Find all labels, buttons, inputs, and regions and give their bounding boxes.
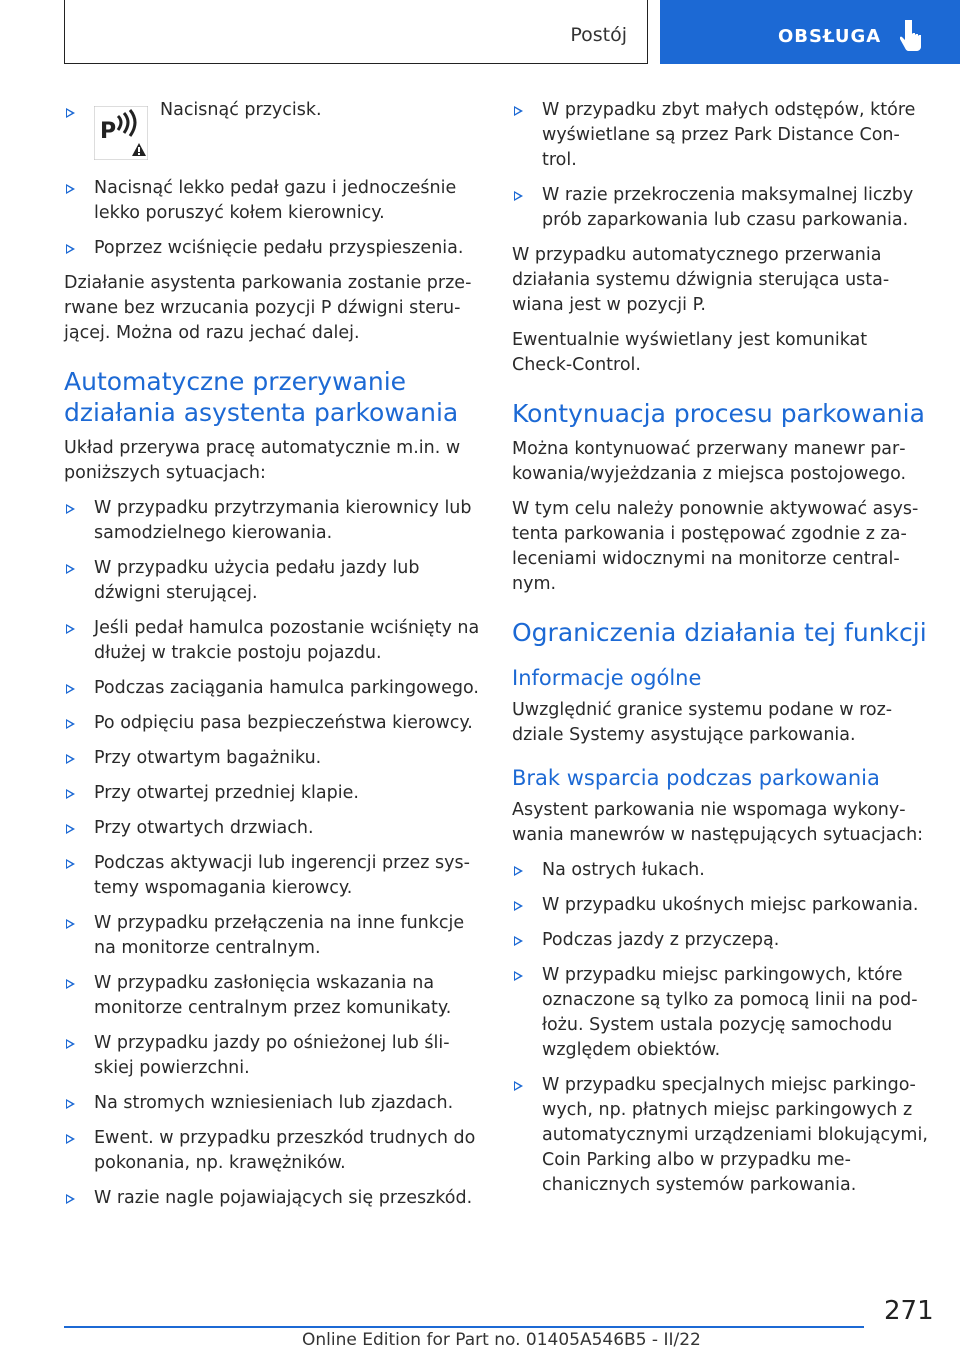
footer-divider — [64, 1326, 864, 1328]
triangle-right-icon — [66, 684, 75, 694]
list-item: W przypadku przytrzymania kierownicy lub samodzielnego kierowania. — [64, 496, 480, 546]
list-item: W przypadku przełączenia na inne funkcje na monitorze centralnym. — [64, 911, 480, 961]
paragraph: Uwzględnić granice systemu podane w rozdziale Systemy asystujące parkowania. — [512, 700, 893, 745]
list-item: Jeśli pedał hamulca pozostanie wciśnięty na dłużej w trakcie postoju pojazdu. — [64, 616, 480, 666]
paragraph: W tym celu należy ponownie aktywować asystenta parkowania i postępować zgodnie z zaleceniami widocznymi na monitorze centralnym. — [512, 499, 919, 594]
list-item — [64, 98, 480, 164]
list-item: Podczas zaciągania hamulca parkingowego. — [64, 676, 480, 701]
triangle-right-icon — [66, 979, 75, 989]
list-item: Na ostrych łukach. — [512, 858, 928, 883]
list-item: W przypadku użycia pedału jazdy lub dźwigni sterującej. — [64, 556, 480, 606]
triangle-right-icon — [66, 1194, 75, 1204]
first-item-text: Nacisnąć przycisk. — [160, 100, 322, 120]
triangle-right-icon — [66, 1134, 75, 1144]
triangle-right-icon — [514, 1081, 523, 1091]
right-column — [512, 98, 928, 1208]
triangle-right-icon — [514, 936, 523, 946]
left-column — [64, 98, 480, 1221]
triangle-right-icon — [514, 901, 523, 911]
triangle-right-icon — [66, 719, 75, 729]
list-item: Ewent. w przypadku przeszkód trudnych do pokonania, np. krawężników. — [64, 1126, 480, 1176]
triangle-right-icon — [66, 754, 75, 764]
list-item: W przypadku ukośnych miejsc parkowania. — [512, 893, 928, 918]
paragraph: Ewentualnie wyświetlany jest komunikat Check-Control. — [512, 330, 868, 375]
header-section-box — [64, 0, 648, 64]
section-heading: Automatyczne przerywanie działania asystenta parkowania — [64, 367, 459, 427]
list-item: Poprzez wciśnięcie pedału przyspieszenia. — [64, 236, 480, 261]
list-item: Podczas jazdy z przyczepą. — [512, 928, 928, 953]
triangle-right-icon — [66, 789, 75, 799]
list-item: W razie nagle pojawiających się przeszkód. — [64, 1186, 480, 1211]
subsection-heading: Brak wsparcia podczas parkowania — [512, 766, 880, 790]
paragraph: Asystent parkowania nie wspomaga wykonywania manewrów w następujących sytuacjach: — [512, 800, 924, 845]
hand-pointer-icon — [900, 18, 926, 52]
triangle-right-icon — [66, 564, 75, 574]
triangle-right-icon — [66, 624, 75, 634]
triangle-right-icon — [514, 866, 523, 876]
page-number: 271 — [884, 1296, 934, 1326]
footer-edition: Online Edition for Part no. 01405A546B5 - II/22 — [302, 1330, 701, 1350]
paragraph: Można kontynuować przerwany manewr parkowania/wyjeżdzania z miejsca postojowego. — [512, 439, 907, 484]
section-heading: Kontynuacja procesu parkowania — [512, 399, 925, 428]
triangle-right-icon — [514, 106, 523, 116]
paragraph: Układ przerywa pracę automatycznie m.in. w poniższych sytuacjach: — [64, 438, 461, 483]
triangle-right-icon — [514, 971, 523, 981]
triangle-right-icon — [66, 919, 75, 929]
triangle-right-icon — [66, 504, 75, 514]
list-item: W przypadku miejsc parkingowych, które oznaczone są tylko za pomocą linii na podłożu. System ustala pozycję samochodu względem obiektów. — [512, 963, 928, 1063]
triangle-right-icon — [66, 824, 75, 834]
list-item: Przy otwartych drzwiach. — [64, 816, 480, 841]
paragraph: Działanie asystenta parkowania zostanie przerwane bez wrzucania pozycji P dźwigni sterującej. Można od razu jechać dalej. — [64, 273, 472, 343]
list-item: Nacisnąć lekko pedał gazu i jednocześnie lekko poruszyć kołem kierownicy. — [64, 176, 480, 226]
svg-text:P: P — [100, 119, 117, 144]
triangle-right-icon — [66, 1039, 75, 1049]
list-item: Po odpięciu pasa bezpieczeństwa kierowcy. — [64, 711, 480, 736]
list-item: Podczas aktywacji lub ingerencji przez systemy wspomagania kierowcy. — [64, 851, 480, 901]
chapter-title: OBSŁUGA — [778, 26, 882, 47]
list-item: W przypadku specjalnych miejsc parkingowych, np. płatnych miejsc parkingowych z automatycznymi urządzeniami blokującymi, Coin Parking albo w przypadku mechanicznych systemów parkowania. — [512, 1073, 928, 1198]
section-title: Postój — [570, 24, 627, 46]
triangle-right-icon — [66, 244, 75, 254]
header-chapter-box — [660, 0, 960, 64]
list-item: Przy otwartej przedniej klapie. — [64, 781, 480, 806]
triangle-right-icon — [66, 108, 75, 118]
list-item: Na stromych wzniesieniach lub zjazdach. — [64, 1091, 480, 1116]
list-item: W razie przekroczenia maksymalnej liczby prób zaparkowania lub czasu parkowania. — [512, 183, 928, 233]
list-item: W przypadku zasłonięcia wskazania na monitorze centralnym przez komunikaty. — [64, 971, 480, 1021]
triangle-right-icon — [66, 1099, 75, 1109]
paragraph: W przypadku automatycznego przerwania działania systemu dźwignia sterująca ustawiana jest w pozycji P. — [512, 245, 890, 315]
list-item: Przy otwartym bagażniku. — [64, 746, 480, 771]
triangle-right-icon — [66, 859, 75, 869]
section-heading: Ograniczenia działania tej funkcji — [512, 618, 927, 647]
list-item: W przypadku zbyt małych odstępów, które wyświetlane są przez Park Distance Control. — [512, 98, 928, 173]
subsection-heading: Informacje ogólne — [512, 666, 702, 690]
triangle-right-icon — [66, 184, 75, 194]
triangle-right-icon — [514, 191, 523, 201]
park-distance-control-icon — [94, 106, 148, 160]
list-item: W przypadku jazdy po ośnieżonej lub śliskiej powierzchni. — [64, 1031, 480, 1081]
